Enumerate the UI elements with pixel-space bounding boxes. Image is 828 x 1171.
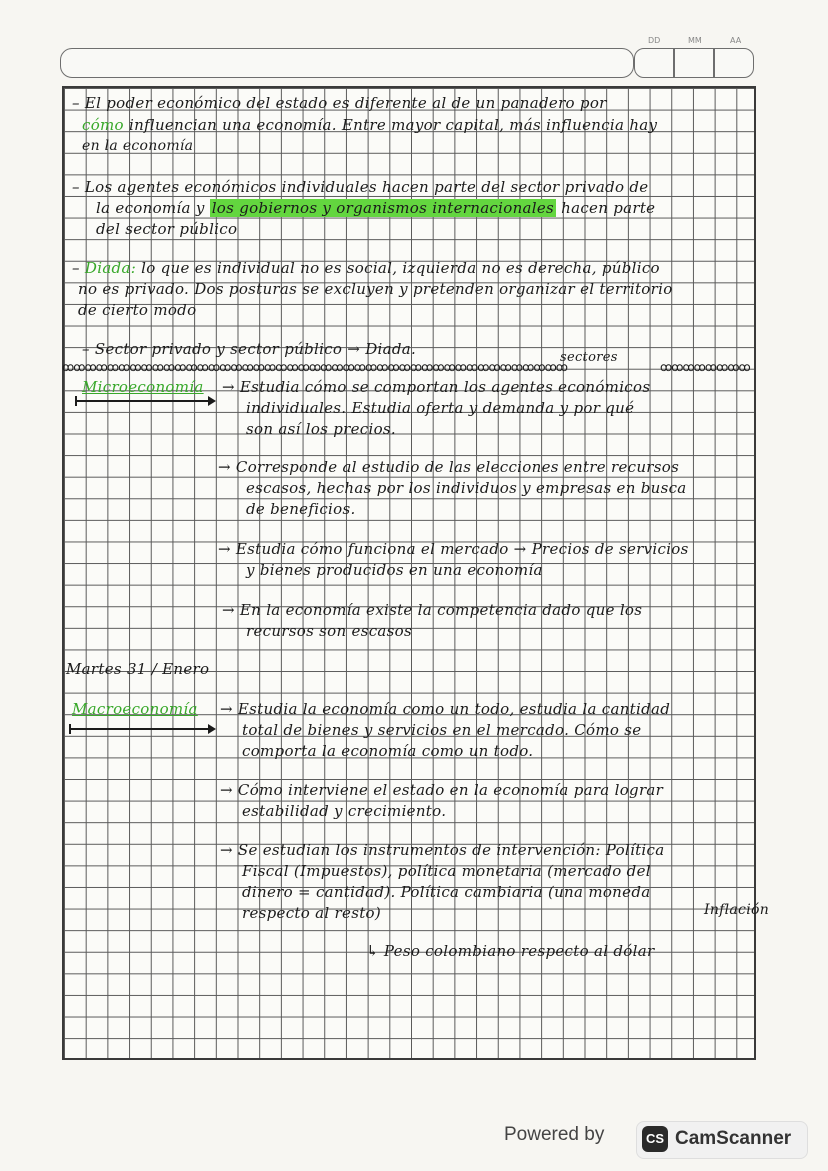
note-text: hacen parte [561, 199, 656, 217]
note-line: – Sector privado y sector público → Diada. [82, 340, 417, 358]
wavy-divider: ꝏꝏꝏꝏꝏꝏꝏꝏꝏꝏꝏꝏꝏꝏꝏꝏꝏꝏꝏꝏꝏꝏꝏꝏꝏꝏꝏꝏꝏꝏꝏꝏꝏꝏꝏꝏꝏꝏꝏꝏꝏꝏꝏꝏꝏ [62, 360, 568, 374]
note-line: → Cómo interviene el estado en la economía para lograr [220, 781, 664, 799]
note-line: no es privado. Dos posturas se excluyen y pretenden organizar el territorio [78, 280, 673, 298]
note-text: – [72, 259, 80, 277]
micro-title: Microeconomía [82, 378, 204, 396]
note-line: → Estudia cómo se comportan los agentes económicos [222, 378, 651, 396]
date-label-day: DD [648, 36, 661, 45]
note-line: de beneficios. [246, 500, 356, 518]
macro-title: Macroeconomía [72, 700, 198, 718]
note-line: en la economía [82, 138, 194, 154]
note-line: estabilidad y crecimiento. [242, 802, 447, 820]
note-line: → Estudia la economía como un todo, estudia la cantidad [220, 700, 671, 718]
camscanner-logo [636, 1121, 808, 1159]
header-field [60, 48, 634, 78]
highlighted-text: los gobiernos y organismos internacionales [211, 199, 555, 217]
note-text: influencian una economía. Entre mayor capital, más influencia hay [128, 116, 658, 134]
micro-arrow [76, 400, 214, 402]
camscanner-icon: CS [642, 1126, 668, 1152]
note-line: → Corresponde al estudio de las elecciones entre recursos [218, 458, 680, 476]
note-line: ↳ Peso colombiano respecto al dólar [366, 942, 655, 960]
note-line [82, 116, 657, 134]
date-box-day [634, 48, 674, 78]
note-line [96, 199, 655, 217]
note-text: lo que es individual no es social, izquierda no es derecha, público [141, 259, 660, 277]
sectores-label: sectores [560, 350, 618, 365]
note-line: y bienes producidos en una economía [246, 561, 543, 579]
note-line: comporta la economía como un todo. [242, 742, 534, 760]
date-box-year [714, 48, 754, 78]
note-line: de cierto modo [78, 301, 197, 319]
date-label-month: MM [688, 36, 702, 45]
note-line: dinero = cantidad). Política cambiaria (una moneda [242, 883, 651, 901]
date-label-year: AA [730, 36, 742, 45]
inflacion-note: Inflación [704, 902, 770, 918]
note-line: del sector público [96, 220, 238, 238]
diada-label: Diada: [84, 259, 137, 277]
note-line: Fiscal (Impuestos), política monetaria (mercado del [242, 862, 651, 880]
note-line: respecto al resto) [242, 904, 382, 922]
note-text-green: cómo [82, 116, 124, 134]
date-heading: Martes 31 / Enero [66, 660, 210, 678]
camscanner-brand: CamScanner [675, 1128, 792, 1149]
note-line: individuales. Estudia oferta y demanda y por qué [246, 399, 635, 417]
wavy-divider-right: ꝏꝏꝏꝏꝏꝏꝏꝏ [660, 360, 750, 374]
note-line: → En la economía existe la competencia dado que los [222, 601, 643, 619]
note-line: son así los precios. [246, 420, 397, 438]
note-line: total de bienes y servicios en el mercado. Cómo se [242, 721, 642, 739]
note-line: → Estudia cómo funciona el mercado → Precios de servicios [218, 540, 689, 558]
macro-arrow [70, 728, 214, 730]
note-line: escasos, hechas por los individuos y empresas en busca [246, 479, 687, 497]
note-line: → Se estudian los instrumentos de intervención: Política [220, 841, 665, 859]
date-box-month [674, 48, 714, 78]
note-line: – Los agentes económicos individuales hacen parte del sector privado de [72, 178, 649, 196]
note-line: – El poder económico del estado es diferente al de un panadero por [72, 94, 607, 112]
powered-by-text: Powered by [504, 1124, 605, 1145]
note-line [72, 259, 660, 277]
note-text: la economía y [96, 199, 205, 217]
note-line: recursos son escasos [246, 622, 412, 640]
